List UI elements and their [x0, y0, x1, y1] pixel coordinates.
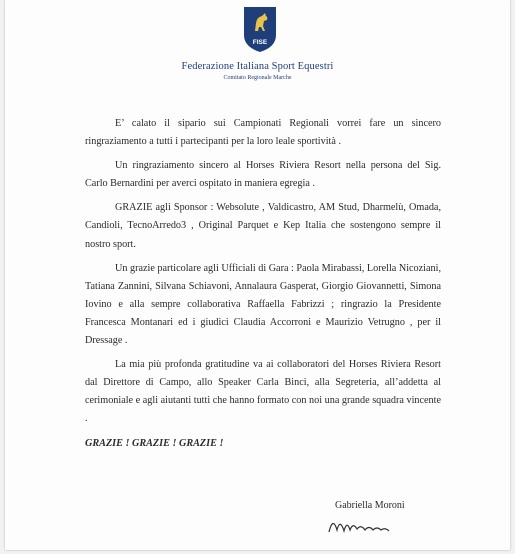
paragraph-sponsors: GRAZIE agli Sponsor : Websolute , Valdicastro, AM Stud, Dharmelù, Omada, Candioli, TecnoArredo3 , Original Parquet e Kep Italia che sostengono sempre il nostro sport.	[85, 202, 441, 250]
handwritten-signature	[325, 510, 415, 540]
closing-thanks: GRAZIE ! GRAZIE ! GRAZIE !	[85, 437, 224, 449]
paragraph-intro: E’ calato il sipario sui Campionati Regionali vorrei fare un sincero ringraziamento a tutti i partecipanti per la loro leale sportività .	[85, 118, 441, 148]
organization-name: Federazione Italiana Sport Equestri	[181, 61, 334, 72]
signature-name: Gabriella Moroni	[335, 500, 405, 511]
letter-page	[5, 0, 510, 550]
paragraph-officials: Un grazie particolare agli Ufficiali di Gara : Paola Mirabassi, Lorella Nicoziani, Tatiana Zannini, Silvana Schiavoni, Annalaura Gasperat, Giorgio Giovannetti, Simona Iovino e alla sempre collaborativa Raffaella Fabrizzi ; ringrazio la Presidente Francesca Montanari ed i giudici Claudia Accorroni e Maurizio Vetrugno , per il Dressage .	[85, 262, 441, 347]
fise-logo	[241, 5, 279, 53]
letter-body	[85, 115, 441, 459]
svg-text:FISE: FISE	[252, 39, 268, 46]
organization-subtitle: Comitato Regionale Marche	[223, 75, 292, 81]
paragraph-venue-thanks: Un ringraziamento sincero al Horses Riviera Resort nella persona del Sig. Carlo Bernardini per averci ospitato in maniera egregia .	[85, 160, 441, 190]
paragraph-staff: La mia più profonda gratitudine va ai collaboratori del Horses Riviera Resort dal Direttore di Campo, allo Speaker Carla Binci, alla Segreteria, all’addetta al cerimoniale e agli aiutanti tutti che hanno formato con noi una grande squadra vincente .	[85, 359, 441, 425]
